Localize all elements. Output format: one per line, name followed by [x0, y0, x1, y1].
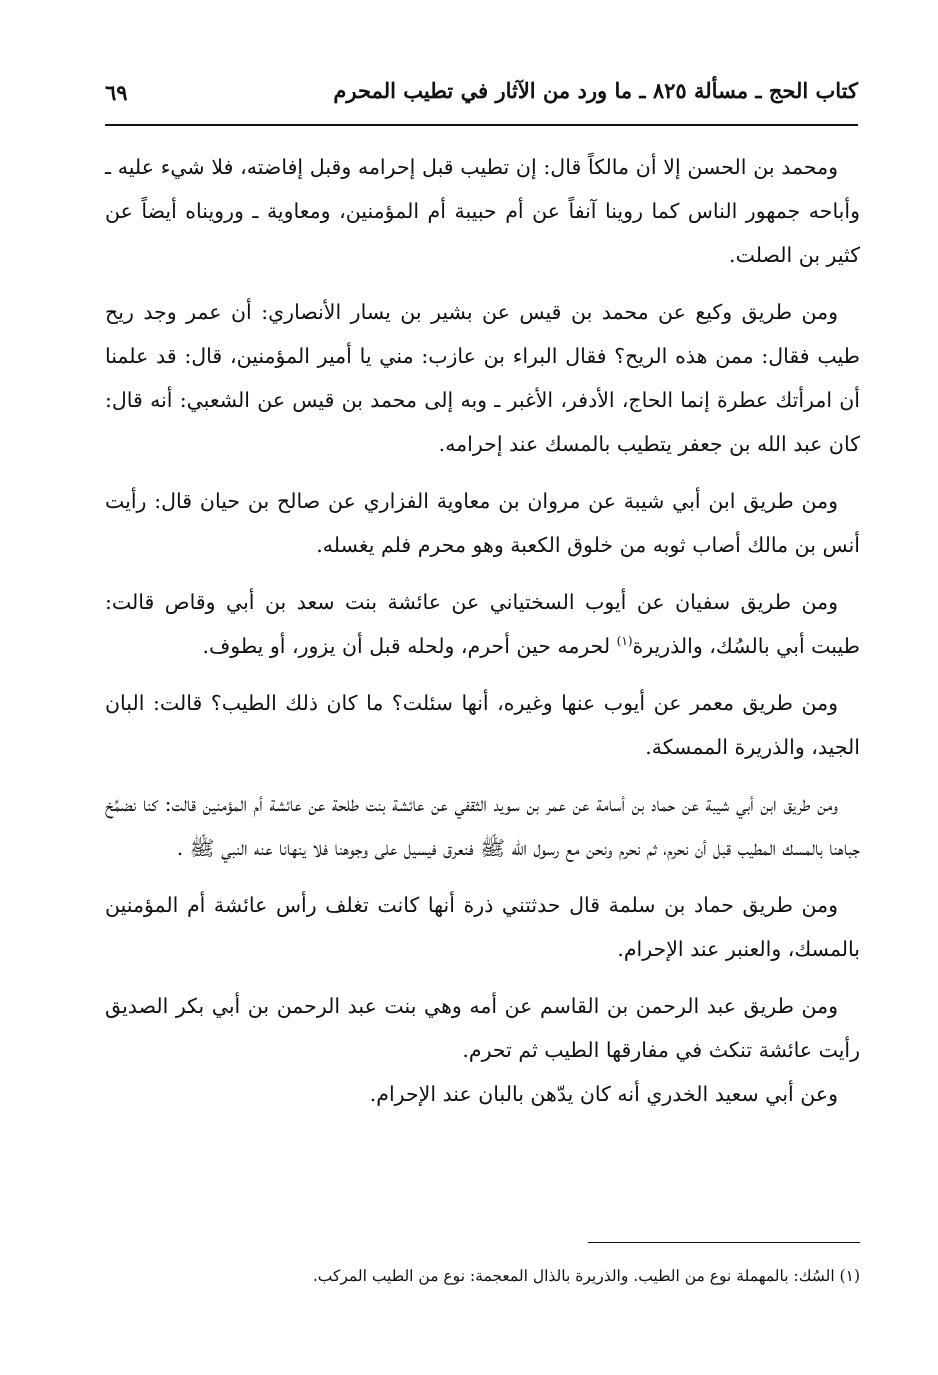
footnote-rule: [588, 1242, 860, 1243]
main-text: [105, 145, 860, 1129]
paragraph-1: ومحمد بن الحسن إلا أن مالكاً قال: إن تطيب قبل إحرامه وقبل إفاضته، فلا شيء عليه ـ وأباحه جمهور الناس كما روينا آنفاً عن أم حبيبة أم المؤمنين، ومعاوية ـ ورويناه أيضاً عن كثير بن الصلت.: [105, 155, 860, 267]
paragraph-4-text-b: لحرمه حين أحرم، ولحله قبل أن يزور، أو يطوف.: [202, 634, 617, 658]
paragraph-3: ومن طريق ابن أبي شيبة عن مروان بن معاوية الفزاري عن صالح بن حيان قال: رأيت أنس بن مالك أصاب ثوبه من خلوق الكعبة وهو محرم فلم يغسله.: [105, 489, 860, 557]
paragraph-9: وعن أبي سعيد الخدري أنه كان يدّهن بالبان عند الإحرام.: [369, 1082, 838, 1106]
footnote-marker: (١): [616, 634, 633, 649]
header-rule: [105, 124, 858, 126]
running-title: كتاب الحج ـ مسألة ٨٢٥ ـ ما ورد من الآثار في تطيب المحرم: [333, 78, 858, 103]
paragraph-7: ومن طريق حماد بن سلمة قال حدثتني ذرة أنها كانت تغلف رأس عائشة أم المؤمنين بالمسك، والعنبر عند الإحرام.: [105, 893, 860, 961]
paragraph-6: ومن طريق ابن أبي شيبة عن حماد بن أسامة عن عمر بن سويد الثقفي عن عائشة بنت طلحة عن عائشة أم المؤمنين قالت: كنا نضمِّخ جباهنا بالمسك المطيب قبل أن نحرم، ثم نحرم ونحن مع رسول الله ﷺ فنعرق فيسيل على وجوهنا فلا ينهانا عنه النبي ﷺ .: [105, 792, 860, 860]
paragraph-8: ومن طريق عبد الرحمن بن القاسم عن أمه وهي بنت عبد الرحمن بن أبي بكر الصديق رأيت عائشة تنكث في مفارقها الطيب ثم تحرم.: [105, 994, 860, 1062]
paragraph-4-text-a: ومن طريق سفيان عن أيوب السختياني عن عائشة بنت سعد بن أبي وقاص قالت: طيبت أبي بالسُك، والذريرة: [105, 590, 860, 658]
paragraph-4: [105, 580, 860, 668]
paragraph-5: ومن طريق معمر عن أيوب عنها وغيره، أنها سئلت؟ ما كان ذلك الطيب؟ قالت: البان الجيد، والذريرة الممسكة.: [105, 691, 860, 759]
paragraph-2: ومن طريق وكيع عن محمد بن قيس عن بشير بن يسار الأنصاري: أن عمر وجد ريح طيب فقال: ممن هذه الريح؟ فقال البراء بن عازب: مني يا أمير المؤمنين، قال: قد علمنا أن امرأتك عطرة إنما الحاج، الأدفر، الأغبر ـ وبه إلى محمد بن قيس عن الشعبي: أنه قال: كان عبد الله بن جعفر يتطيب بالمسك عند إحرامه.: [105, 300, 860, 456]
page-header: [105, 72, 858, 120]
page-number: ٦٩: [105, 80, 128, 105]
footnote: (١) السُك: بالمهملة نوع من الطيب. والذريرة بالذال المعجمة: نوع من الطيب المركب.: [312, 1267, 860, 1285]
